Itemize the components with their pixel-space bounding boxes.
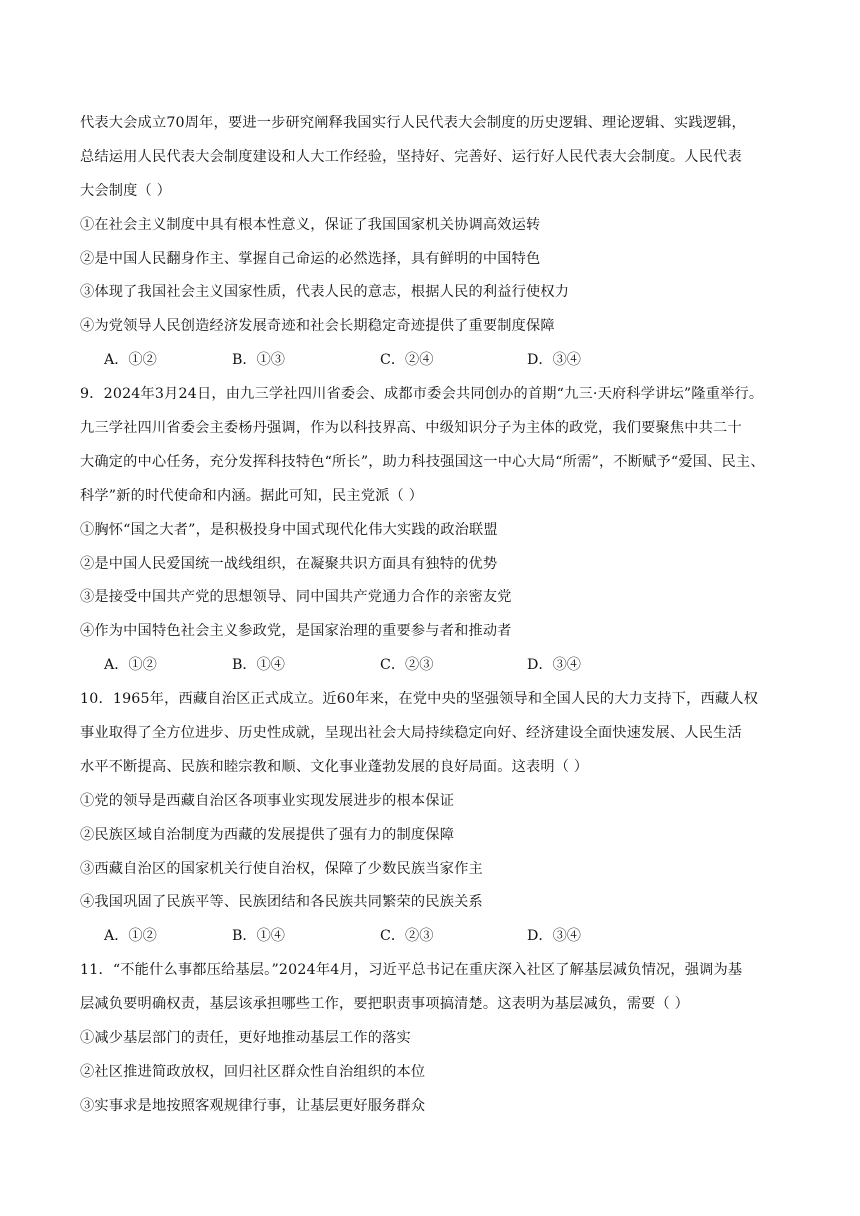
question-11 [80,954,785,1123]
question-10 [80,683,785,954]
statement-item: ③实事求是地按照客观规律行事，让基层更好服务群众 [80,1097,426,1114]
option-d: D．③④ [527,352,581,369]
statement-item: ②社区推进简政放权，回归社区群众性自治组织的本位 [80,1063,426,1080]
answer-options [80,344,785,378]
statement-item: ④为党领导人民创造经济发展奇迹和社会长期稳定奇迹提供了重要制度保障 [80,318,555,335]
question-stem-line: 10．1965年，西藏自治区正式成立。近60年来，在党中央的坚强领导和全国人民的大力支持下，西藏人权 [80,691,759,708]
question-stem-line: 11．“不能什么事都压给基层。”2024年4月，习近平总书记在重庆深入社区了解基层减负情况，强调为基 [80,962,743,979]
question-stem-line: 9．2024年3月24日，由九三学社四川省委会、成都市委会共同创办的首期“九三·天府科学讲坛”隆重举行。 [80,386,764,403]
question-stem-line: 层减负要明确权责，基层该承担哪些工作，要把职责事项搞清楚。这表明为基层减负，需要（ ） [80,996,689,1013]
option-b: B．①④ [232,928,285,945]
option-b: B．①③ [232,352,285,369]
question-stem-line: 大确定的中心任务，充分发挥科技特色“所长”，助力科技强国这一中心大局“所需”，不断赋予“爱国、民主、 [80,453,765,470]
option-c: C．②③ [380,928,434,945]
option-d: D．③④ [527,657,581,674]
question-stem-line: 水平不断提高、民族和睦宗教和顺、文化事业蓬勃发展的良好局面。这表明（ ） [80,758,589,775]
statement-item: ②是中国人民爱国统一战线组织，在凝聚共识方面具有独特的优势 [80,555,498,572]
question-stem-line: 大会制度（ ） [80,182,172,199]
statement-item: ③是接受中国共产党的思想领导、同中国共产党通力合作的亲密友党 [80,589,512,606]
statement-item: ④作为中国特色社会主义参政党，是国家治理的重要参与者和推动者 [80,623,512,640]
statement-item: ①减少基层部门的责任，更好地推动基层工作的落实 [80,1030,411,1047]
statement-item: ①在社会主义制度中具有根本性意义，保证了我国国家机关协调高效运转 [80,216,541,233]
question-stem-line: 代表大会成立70周年，要进一步研究阐释我国实行人民代表大会制度的历史逻辑、理论逻辑、实践逻辑， [80,115,746,131]
question-stem-line: 科学”新的时代使命和内涵。据此可知，民主党派（ ） [80,487,424,504]
question-stem-line: 总结运用人民代表大会制度建设和人大工作经验，坚持好、完善好、运行好人民代表大会制度。人民代表 [80,148,742,165]
option-a: A．①② [104,928,157,945]
option-a: A．①② [104,657,157,674]
answer-options [80,649,785,683]
statement-item: ④我国巩固了民族平等、民族团结和各民族共同繁荣的民族关系 [80,894,483,911]
answer-options [80,920,785,954]
question-9 [80,378,785,683]
option-b: B．①④ [232,657,285,674]
option-c: C．②④ [380,352,434,369]
question-8 [80,107,785,378]
option-a: A．①② [104,352,157,369]
statement-item: ③西藏自治区的国家机关行使自治权，保障了少数民族当家作主 [80,860,483,877]
question-stem-line: 事业取得了全方位进步、历史性成就，呈现出社会大局持续稳定向好、经济建设全面快速发展、人民生活 [80,725,742,742]
question-stem-line: 九三学社四川省委会主委杨丹强调，作为以科技界高、中级知识分子为主体的政党，我们要聚焦中共二十 [80,420,742,437]
statement-item: ②是中国人民翻身作主、掌握自己命运的必然选择，具有鲜明的中国特色 [80,250,541,267]
statement-item: ②民族区域自治制度为西藏的发展提供了强有力的制度保障 [80,826,455,843]
option-c: C．②③ [380,657,434,674]
question-list [80,107,785,1124]
statement-item: ①胸怀“国之大者”，是积极投身中国式现代化伟大实践的政治联盟 [80,521,498,538]
statement-item: ①党的领导是西藏自治区各项事业实现发展进步的根本保证 [80,792,455,809]
option-d: D．③④ [527,928,581,945]
statement-item: ③体现了我国社会主义国家性质，代表人民的意志，根据人民的利益行使权力 [80,284,570,301]
